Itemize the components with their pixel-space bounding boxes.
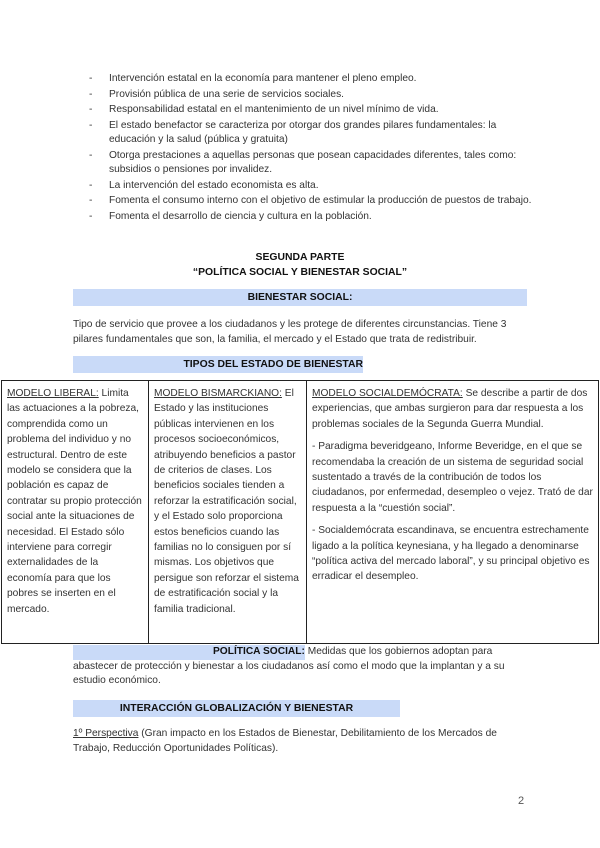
bullet-list bbox=[89, 72, 539, 225]
bismarckiano-cell bbox=[149, 381, 307, 644]
tipos-heading: TIPOS DEL ESTADO DE BIENESTAR bbox=[73, 356, 363, 373]
socialdemocrata-cell bbox=[307, 381, 599, 644]
beveridge-paragraph: - Paradigma beveridgeano, Informe Beveridge, en el que se recomendaba la creación de un sistema de seguridad social sustentado a través de la contribución de todos los ciudadanos, por enfermedad, desempleo o vejez. Trató de dar respuesta a la “cuestión social”. bbox=[312, 441, 593, 514]
page-number: 2 bbox=[518, 795, 525, 807]
list-item: - Intervención estatal en la economía para mantener el pleno empleo. bbox=[89, 73, 417, 84]
politica-heading: POLÍTICA SOCIAL: bbox=[73, 645, 305, 660]
politica-text: Medidas que los gobiernos adoptan para abastecer de protección y bienestar a los ciudadanos así como el modo que la implantan y a su estudio económico. bbox=[73, 646, 505, 687]
liberal-title: MODELO LIBERAL: bbox=[7, 388, 99, 399]
welfare-models-table bbox=[1, 380, 599, 644]
liberal-text: Limita las actuaciones a la pobreza, comprendida como un problema del individuo y no estructural. Dentro de este modelo se considera que la población es capaz de contratar su propio protección social ante la situaciones de necesidad. El Estado sólo interviene para corregir externalidades de la economía para que los pobres se inserten en el mercado. bbox=[7, 388, 142, 615]
interaccion-block bbox=[73, 727, 533, 756]
bismarckiano-title: MODELO BISMARCKIANO: bbox=[154, 388, 282, 399]
list-item: - El estado benefactor se caracteriza por otorgar dos grandes pilares fundamentales: la educación y la salud (pública y gratuita) bbox=[89, 119, 497, 146]
liberal-cell bbox=[2, 381, 149, 644]
part-title: “POLÍTICA SOCIAL Y BIENESTAR SOCIAL” bbox=[192, 267, 408, 278]
socialdemocrata-text: Se describe a partir de dos experiencias, que ambas surgieron para dar respuesta a los problemas sociales de la Segunda Guerra Mundial. bbox=[312, 388, 588, 430]
escandinava-paragraph: - Socialdemócrata escandinava, se encuentra estrechamente ligado a la política keynesiana, y ha llegado a denominarse “política activa del mercado laboral”, y su principal objetivo es erradicar el desempleo. bbox=[312, 525, 590, 583]
part-label: SEGUNDA PARTE bbox=[255, 252, 345, 263]
list-item: - Fomenta el desarrollo de ciencia y cultura en la población. bbox=[89, 210, 372, 222]
socialdemocrata-title: MODELO SOCIALDEMÓCRATA: bbox=[312, 388, 463, 399]
table-row bbox=[2, 381, 599, 644]
interaccion-heading: INTERACCIÓN GLOBALIZACIÓN Y BIENESTAR bbox=[73, 700, 400, 717]
bienestar-text: Tipo de servicio que provee a los ciudadanos y les protege de diferentes circunstancias. Tiene 3 pilares fundamentales que son, la familia, el mercado y el Estado que trata de redistribuir. bbox=[73, 319, 507, 345]
perspectiva-label: 1º Perspectiva bbox=[73, 728, 139, 739]
perspectiva-text: (Gran impacto en los Estados de Bienestar, Debilitamiento de los Mercados de Trabajo, Reducción Oportunidades Políticas). bbox=[73, 728, 497, 754]
list-item: - La intervención del estado economista es alta. bbox=[89, 179, 319, 191]
list-item: - Fomenta el consumo interno con el objetivo de estimular la producción de puestos de trabajo. bbox=[89, 195, 532, 207]
list-item: - Responsabilidad estatal en el mantenimiento de un nivel mínimo de vida. bbox=[89, 104, 439, 115]
list-item: - Provisión pública de una serie de servicios sociales. bbox=[89, 88, 344, 100]
bismarckiano-text: El Estado y las instituciones públicas intervienen en los procesos socioeconómicos, atribuyendo beneficios a pastor de criterios de clases. Los beneficios sociales tienden a reforzar la estratificación social, y el Estado solo proporciona estos beneficios cuando las familias no lo consiguen por sí mismas. Los objetivos que persigue son reforzar el sistema de estratificación social y la familia tradicional. bbox=[154, 388, 299, 615]
list-item: - Otorga prestaciones a aquellas personas que posean capacidades diferentes, tales como: subsidios o pensiones por invalidez. bbox=[89, 149, 517, 176]
politica-block bbox=[73, 645, 527, 689]
bienestar-heading: BIENESTAR SOCIAL: bbox=[73, 289, 527, 306]
